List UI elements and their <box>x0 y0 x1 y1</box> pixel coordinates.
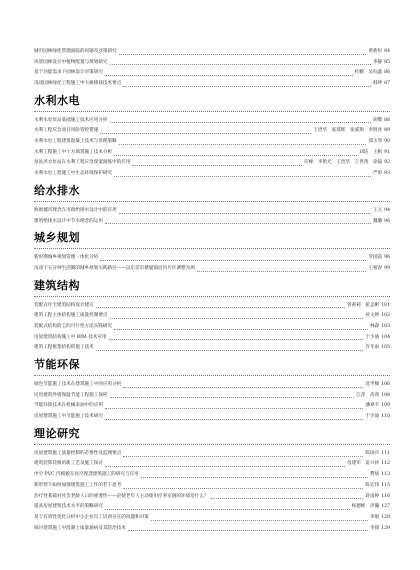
entry-author: 杨德彬 洪瀚 <box>351 504 380 510</box>
entry-page-number: 94 <box>384 207 390 213</box>
section-divider <box>34 111 390 112</box>
toc-section <box>34 180 390 227</box>
toc-entry[interactable] <box>34 322 390 333</box>
entry-author: 江萍 高鸿 <box>356 392 380 398</box>
dot-leader <box>100 260 366 261</box>
entry-author: 严勇 <box>372 171 383 177</box>
toc-entry[interactable] <box>34 169 390 180</box>
dot-leader <box>123 488 363 489</box>
toc-entry[interactable] <box>34 68 390 79</box>
section-title: 理论研究 <box>34 426 80 440</box>
dot-leader <box>119 213 371 214</box>
entry-page-number: 127 <box>381 504 390 510</box>
entry-page-number: 88 <box>384 117 390 123</box>
entry-page-number: 108 <box>381 392 390 398</box>
entry-title: 房屋建筑结构施工中 BIM 技术应用 <box>34 334 107 340</box>
toc-entry[interactable] <box>34 79 390 90</box>
entry-title: 建筑装饰装修的新工艺及施工探讨 <box>34 461 103 467</box>
entry-list <box>34 44 390 90</box>
entry-title: 基于有效性优化分析中小企业员工培训存在的问题和对策 <box>34 514 149 520</box>
toc-entry[interactable] <box>34 159 390 170</box>
entry-author: 杜鹏 吴钰鑫 <box>354 70 383 76</box>
entry-page-number: 116 <box>381 493 390 499</box>
entry-title: 探讨建筑施工中混凝土质量通病及其防治技术 <box>34 525 126 531</box>
entry-author: 于少波 <box>365 414 380 420</box>
entry-title: 新时期城乡规划管理一体化分析 <box>34 255 99 261</box>
entry-page-number: 101 <box>381 302 390 308</box>
entry-page-number: 93 <box>384 171 390 177</box>
entry-title: 泵站洪水泵站在水利工程应急预案演练中的应用 <box>34 160 131 166</box>
dot-leader <box>110 318 364 319</box>
entry-author: 陈国兵 <box>365 450 380 456</box>
entry-author: 王贵华 张郑辉 张威翔 李胜亮 <box>313 128 383 134</box>
dot-leader <box>110 64 371 65</box>
dot-leader <box>105 466 345 467</box>
dot-leader <box>105 223 371 224</box>
toc-entry[interactable] <box>34 502 390 513</box>
section-divider <box>34 444 390 445</box>
entry-page-number: 104 <box>381 334 390 340</box>
section-title: 建筑结构 <box>34 278 80 292</box>
entry-title: 浅谈园林绿化工程施工中大树移栽技术要点 <box>34 81 122 87</box>
entry-title: 绿色节能施工技术在建筑施工中的应用分析 <box>34 382 122 388</box>
toc-entry[interactable] <box>34 481 390 492</box>
toc-entry[interactable] <box>34 343 390 354</box>
entry-title: 新形势下如何加强建筑施工工作的若干思考 <box>34 482 122 488</box>
dot-leader <box>110 397 355 398</box>
entry-author: 韩坤 <box>372 81 383 87</box>
dot-leader <box>105 509 350 510</box>
entry-page-number: 128 <box>381 514 390 520</box>
section-divider <box>34 201 390 202</box>
dot-leader <box>141 477 368 478</box>
entry-author: 魏璐 <box>372 218 383 224</box>
toc-entry[interactable] <box>34 412 390 423</box>
section-header <box>34 180 390 202</box>
entry-title: 治疗性基础对社会老龄人口的重要性——论使老年人主动使用疗养室圆的环境是什么？ <box>34 493 209 499</box>
entry-author: 蒋雨婷 <box>365 493 380 499</box>
entry-title: 建筑工程框架结构的施工技术 <box>34 345 94 351</box>
entry-title: 民用建筑外墙保温节能工程施工探析 <box>34 392 108 398</box>
section-header <box>34 275 390 297</box>
entry-title: 房屋建筑施工质量控制的必要性及监理要点 <box>34 450 122 456</box>
toc-entry[interactable] <box>34 333 390 344</box>
dot-leader <box>109 339 364 340</box>
entry-title: 基于功能需求下园林设计对策研究 <box>34 70 103 76</box>
toc-entry[interactable] <box>34 116 390 127</box>
toc-section <box>34 44 390 90</box>
section-divider <box>34 296 390 297</box>
dot-leader <box>132 165 302 166</box>
entry-title: 中空 PVC 内模板在高空现浇建筑施工的研究与应用 <box>34 472 139 478</box>
entry-title: 水利工程应急项目风险管控措施 <box>34 128 99 134</box>
entry-title: 城市园林绿化管理面临的问题及对策研究 <box>34 48 117 54</box>
dot-leader <box>96 350 364 351</box>
entry-list <box>34 249 390 274</box>
dot-leader <box>119 144 367 145</box>
section-divider <box>34 248 390 249</box>
toc-entry[interactable] <box>34 391 390 402</box>
entry-page-number: 115 <box>381 482 390 488</box>
section-header <box>34 90 390 112</box>
entry-page-number: 129 <box>381 525 390 531</box>
section-header <box>34 227 390 249</box>
toc-entry[interactable] <box>34 470 390 481</box>
dot-leader <box>105 408 364 409</box>
entry-author: 于少波 <box>365 334 380 340</box>
toc-entry[interactable] <box>34 401 390 412</box>
entry-author: 孙文婷 <box>365 313 380 319</box>
entry-page-number: 109 <box>381 403 390 409</box>
entry-page-number: 102 <box>381 313 390 319</box>
entry-title: 节能环保技术在机械采油中的应用 <box>34 403 103 409</box>
entry-title: 风景园林设计中植物配置与规划研究 <box>34 59 108 65</box>
entry-author: 王元 <box>372 207 383 213</box>
section-title: 给水排水 <box>34 183 80 197</box>
entry-page-number: 96 <box>384 218 390 224</box>
entry-list <box>34 112 390 180</box>
entry-author: 胡鹭 <box>372 117 383 123</box>
toc-entry[interactable] <box>34 253 390 264</box>
dot-leader <box>96 307 345 308</box>
dot-leader <box>114 155 357 156</box>
entry-page-number: 112 <box>381 461 390 467</box>
dot-leader <box>128 530 368 531</box>
toc-entry[interactable] <box>34 513 390 524</box>
dot-leader <box>123 387 363 388</box>
entry-page-number: 84 <box>384 48 390 54</box>
toc-section <box>34 423 390 535</box>
toc-entry[interactable] <box>34 492 390 503</box>
toc-entry[interactable] <box>34 311 390 322</box>
entry-page-number: 87 <box>384 81 390 87</box>
entry-author: 李娟 <box>370 514 380 520</box>
entry-page-number: 99 <box>384 265 390 271</box>
dot-leader <box>151 520 368 521</box>
entry-author: 王梧春 <box>368 265 383 271</box>
dot-leader <box>105 75 353 76</box>
dot-leader <box>197 271 367 272</box>
entry-title: 提高房屋建筑技术水平的策略研究 <box>34 504 103 510</box>
toc-entry[interactable] <box>34 217 390 228</box>
entry-author: 李静 <box>372 59 383 65</box>
entry-author: 许峰 李艳光 王贵华 王世鸿 徐磊 <box>304 160 383 166</box>
dot-leader <box>123 86 371 87</box>
entry-page-number: 96 <box>384 255 390 261</box>
entry-page-number: 92 <box>384 160 390 166</box>
toc-entry[interactable] <box>34 148 390 159</box>
entry-author: 罗国前 <box>368 255 383 261</box>
entry-page-number: 105 <box>381 345 390 351</box>
toc-section <box>34 275 390 354</box>
entry-page-number: 111 <box>381 450 390 456</box>
section-divider <box>34 375 390 376</box>
entry-author: 潘翠平 <box>365 403 380 409</box>
entry-list <box>34 376 390 423</box>
entry-title: 水利水电工程施工中生态环境保护研究 <box>34 171 113 177</box>
entry-author: 肖建军 雷兴祥 <box>347 461 380 467</box>
entry-author: 李甜 <box>370 525 380 531</box>
dot-leader <box>100 133 311 134</box>
entry-author: 陈宏伟 <box>365 482 380 488</box>
section-header <box>34 423 390 445</box>
dot-leader <box>114 329 368 330</box>
entry-page-number: 85 <box>384 59 390 65</box>
dot-leader <box>119 54 367 55</box>
toc-entry[interactable] <box>34 524 390 535</box>
entry-page-number: 91 <box>384 149 390 155</box>
entry-list <box>34 445 390 535</box>
entry-title: 建筑工程主体结构施工质量控制要点 <box>34 313 108 319</box>
toc-section <box>34 227 390 274</box>
entry-page-number: 103 <box>381 323 390 329</box>
entry-title: 装配式住宅建筑结构设计建议 <box>34 302 94 308</box>
toc-entry[interactable] <box>34 126 390 137</box>
entry-page-number: 113 <box>381 472 390 478</box>
entry-author: 沈芊蜂 <box>365 382 380 388</box>
entry-author: 郑玉琴 <box>368 139 383 145</box>
toc-entry[interactable] <box>34 449 390 460</box>
toc-entry[interactable] <box>34 301 390 312</box>
entry-author: 林森 <box>370 323 380 329</box>
entry-title: 海绵城市理念在市政给排水设计中的应用 <box>34 207 117 213</box>
dot-leader <box>211 498 364 499</box>
entry-page-number: 106 <box>381 382 390 388</box>
entry-page-number: 110 <box>381 414 390 420</box>
toc-entry[interactable] <box>34 137 390 148</box>
entry-title: 水利水电工程建筑混凝土技术与管理策略 <box>34 139 117 145</box>
entry-list <box>34 202 390 227</box>
entry-author: 曾莉莉 霍孟彬 <box>347 302 380 308</box>
entry-author: 樊斌 <box>370 472 380 478</box>
toc-entry[interactable] <box>34 58 390 69</box>
entry-title: 装配式结构防尘的可行性方法实践研究 <box>34 323 113 329</box>
section-title: 节能环保 <box>34 358 80 372</box>
entry-title: 水利工程施工中土方填筑施工技术分析 <box>34 149 113 155</box>
toc-entry[interactable] <box>34 47 390 58</box>
toc-section <box>34 354 390 423</box>
entry-page-number: 90 <box>384 139 390 145</box>
entry-title: 建筑给排水设计中节水理念的运用 <box>34 218 103 224</box>
entry-page-number: 86 <box>384 70 390 76</box>
dot-leader <box>110 122 371 123</box>
toc-entry[interactable] <box>34 264 390 275</box>
section-title: 水利水电 <box>34 93 80 107</box>
toc-entry[interactable] <box>34 206 390 217</box>
section-header <box>34 354 390 376</box>
entry-author: 黄新恒 <box>368 48 383 54</box>
table-of-contents <box>34 44 390 534</box>
dot-leader <box>114 176 371 177</box>
entry-author: 许冬雨 <box>365 345 380 351</box>
section-title: 城乡规划 <box>34 231 80 245</box>
toc-entry[interactable] <box>34 380 390 391</box>
entry-title: 水利水电泵站基础施工技术应用分析 <box>34 117 108 123</box>
toc-entry[interactable] <box>34 460 390 471</box>
entry-page-number: 89 <box>384 128 390 134</box>
entry-author: 刘洁 王帆 <box>359 149 383 155</box>
entry-list <box>34 297 390 354</box>
entry-title: 房屋建筑施工中节能施工技术研究 <box>34 414 103 420</box>
dot-leader <box>105 419 364 420</box>
toc-section <box>34 90 390 180</box>
dot-leader <box>123 456 363 457</box>
entry-title: 浅谈十五分钟生活圈的城乡规划实践路径——以东莞市塘厦镇沿河片区调整为例 <box>34 265 195 271</box>
